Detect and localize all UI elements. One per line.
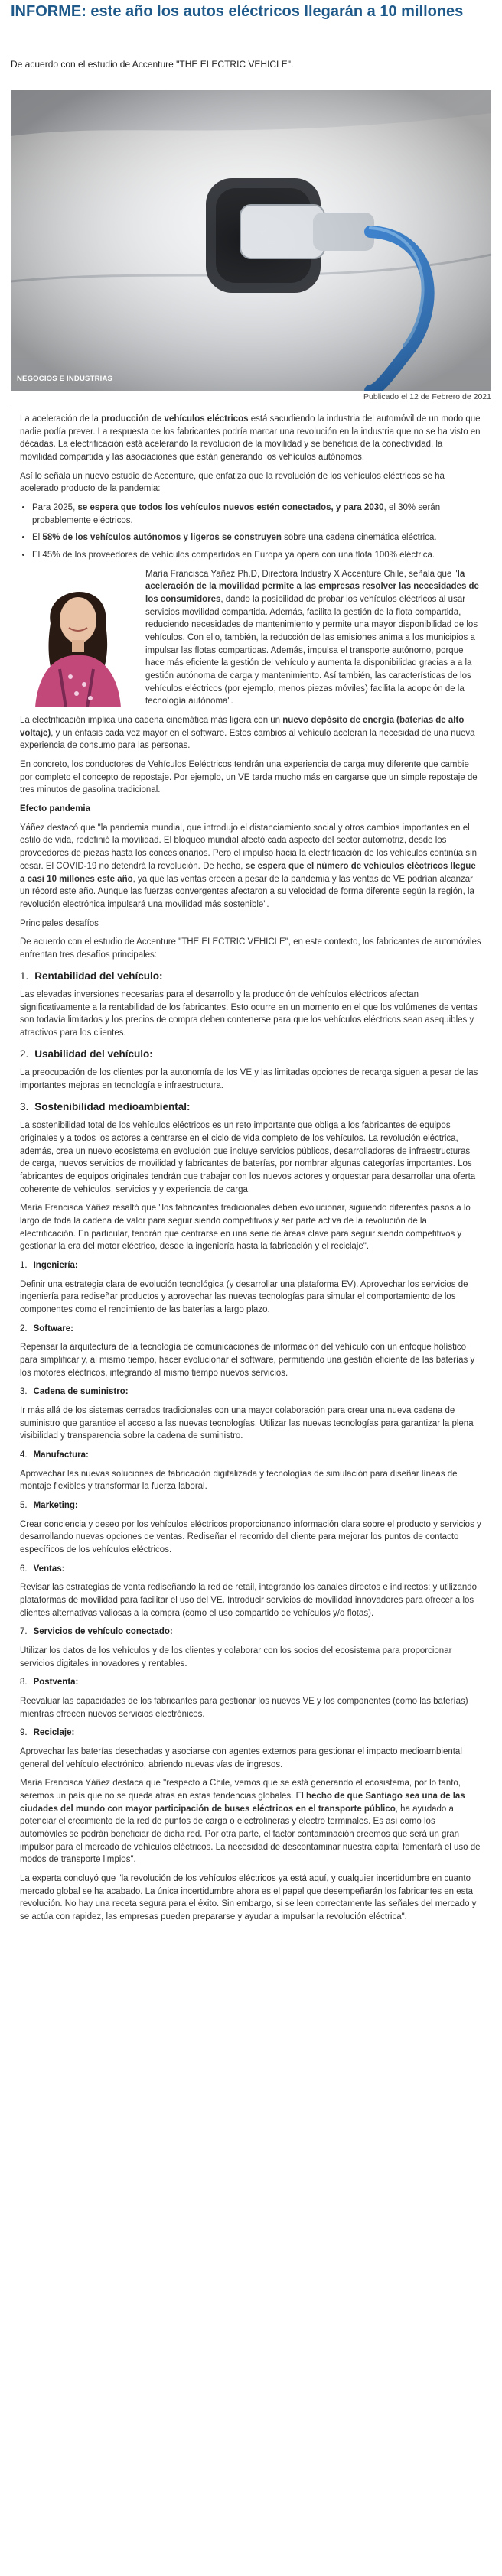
page-title: INFORME: este año los autos eléctricos llegarán a 10 millones bbox=[11, 3, 464, 20]
paragraph: Aprovechar las baterías desechadas y asociarse con agentes externos para gestionar el impacto medioambiental general del vehículo electrónico, abriendo nuevas vías de ingresos. bbox=[20, 1747, 462, 1769]
paragraph: De acuerdo con el estudio de Accenture "THE ELECTRIC VEHICLE", en este contexto, los fabricantes de automóviles enfrentan tres desafíos principales: bbox=[20, 937, 481, 960]
portrait-photo bbox=[20, 570, 135, 707]
paragraph: Aprovechar las nuevas soluciones de fabricación digitalizada y tecnologías de simulación para diseñar líneas de montaje flexibles y transformar la fuerza laboral. bbox=[20, 1469, 458, 1492]
publish-date: Publicado el 12 de Febrero de 2021 bbox=[363, 392, 491, 401]
paragraph: Definir una estrategia clara de evolución tecnológica (y desarrollar una plataforma EV). Aprovechar los servicios de ingeniería para rediseñar productos y aprovechar las nuevas tecnologías para simular el comportamiento de los componentes como el rendimiento de las baterías a largo plazo. bbox=[20, 1279, 468, 1314]
paragraph: La preocupación de los clientes por la autonomía de los VE y las limitadas opciones de recarga siguen a pesar de las importantes mejoras en tecnología e infraestructura. bbox=[20, 1068, 478, 1090]
challenge-heading: 2. Usabilidad del vehículo: bbox=[20, 1048, 153, 1060]
paragraph: Utilizar los datos de los vehículos y de los clientes y colaborar con los socios del ecosistema para proporcionar servicios digitales innovadores y rentables. bbox=[20, 1646, 452, 1668]
list-item: • Para 2025, se espera que todos los vehículos nuevos estén conectados, y para 2030, el 30% serán probablemente eléctricos. bbox=[32, 502, 482, 527]
paragraph: Ir más allá de los sistemas cerrados tradicionales con una mayor colaboración para crear una nueva cadena de suministro que garantice el acceso a las nuevas tecnologías. Utilizar las nuevas tecnologías para garantizar la plena visibilidad y transparencia sobre la cadena de suministro. bbox=[20, 1405, 474, 1441]
area-heading: 4. Manufactura: bbox=[20, 1450, 89, 1460]
woman-portrait-icon bbox=[20, 570, 135, 707]
paragraph: La experta concluyó que "la revolución de los vehículos eléctricos ya está aquí, y cualquier incertidumbre en cuanto mercado global se ha acabado. La única incertidumbre ahora es el papel que desempeñarán los fabricantes en esta revolución. No hay una receta segura para el éxito. Sin embargo, si se leen correctamente las señales del mercado y se actúa con rapidez, las empresas pueden prepararse y ayudar a impulsar la revolución eléctrica". bbox=[20, 1874, 477, 1922]
paragraph: Repensar la arquitectura de la tecnología de comunicaciones de información del vehículo con un enfoque holístico para simplificar y, al mismo tiempo, hacer evolucionar el software, permitiendo una gestión eficiente de las baterías y los motores eléctricos, integrando al mismo tiempo nuevos servicios. bbox=[20, 1343, 475, 1378]
paragraph: Revisar las estrategias de venta rediseñando la red de retail, integrando los canales directos e indirectos; y utilizando plataformas de movilidad para facilitar el uso del VE. Introducir servicios de movilidad innovadores para ofrecer a los clientes alternativas valiosas a la compra (como el uso compartido de vehículos y/o flotas). bbox=[20, 1583, 478, 1618]
area-heading: 1. Ingeniería: bbox=[20, 1260, 78, 1270]
quote-paragraph: María Francisca Yáñez destaca que "respecto a Chile, vemos que se está generando el ecosistema, por lo tanto, seremos un país que no se queda atrás en estas tendencias globales. El hecho de que Santiago sea una de las ciudades del mundo con mayor participación de buses eléctricos en el transporte público, ha ayudado a potenciar el crecimiento de la red de puntos de carga o electrolineras y electro terminales. Es así como los automóviles se podrán beneficiar de dicha red. Por otra parte, el factor contaminación creemos que será un gran impulsor para el mercado de vehículos eléctricos. La necesidad de descontaminar nuestra capital fomentará el uso de modos de transporte limpios". bbox=[20, 1779, 481, 1865]
area-heading: 2. Software: bbox=[20, 1324, 73, 1333]
area-heading: 9. Reciclaje: bbox=[20, 1728, 75, 1738]
area-heading: 3. Cadena de suministro: bbox=[20, 1387, 129, 1397]
quote-paragraph: María Francisca Yañez Ph.D, Directora Industry X Accenture Chile, señala que "la aceleración de la movilidad permite a las empresas resolver las necesidades de los consumidores, dando la posibilidad de probar los vehículos eléctricos al usar servicios movilidad compartida. Además, facilita la gestión de la flota compartida, reduciendo necesidades de mantenimiento y permite una mayor disponibilidad de los vehículos. Con ello, también, la reducción de las emisiones anima a los municipios a impulsar las flotas compartidas. Además, impulsa el transporte autónomo, porque hace más eficiente la gestión del vehículo y aumenta la disponibilidad gracias a a la gestión autónoma de carga y mantenimiento. Así también, las características de los vehículos eléctricos (por ejemplo, menos piezas móviles) facilita la adopción de la tecnología autónoma". bbox=[145, 569, 479, 707]
bullet-list bbox=[20, 502, 482, 562]
challenge-heading: 1. Rentabilidad del vehículo: bbox=[20, 970, 163, 982]
paragraph: La electrificación implica una cadena cinemática más ligera con un nuevo depósito de energía (baterías de alto voltaje), y un énfasis cada vez mayor en el software. Estos cambios al vehículo aceleran la necesidad de una nueva experiencia de consumo para las personas. bbox=[20, 716, 475, 751]
hero-image bbox=[11, 90, 491, 391]
paragraph: Las elevadas inversiones necesarias para el desarrollo y la producción de vehículos eléctricos afectan significativamente a la rentabilidad de los fabricantes. Esto ocurre en un momento en el que los volúmenes de ventas son todavía limitados y los precios de compra deben contenerse para que los vehículos eléctricos sean asequibles y atractivos para los clientes. bbox=[20, 990, 478, 1038]
section-heading: Efecto pandemia bbox=[20, 804, 91, 814]
paragraph: Así lo señala un nuevo estudio de Accenture, que enfatiza que la revolución de los vehículos eléctricos se ha acelerado producto de la pandemia: bbox=[20, 471, 445, 494]
category-label[interactable]: NEGOCIOS E INDUSTRIAS bbox=[17, 375, 113, 384]
list-item: • El 58% de los vehículos autónomos y ligeros se construyen sobre una cadena cinemática eléctrica. bbox=[32, 531, 482, 544]
challenge-heading: 3. Sostenibilidad medioambiental: bbox=[20, 1100, 191, 1113]
section-label: Principales desafíos bbox=[20, 918, 99, 928]
paragraph: La sostenibilidad total de los vehículos eléctricos es un reto importante que obliga a los fabricantes de equipos originales y a todos los actores a centrarse en el ciclo de vida completo de los vehículos. La revolución eléctrica, además, crea un nuevo ecosistema en evolución que incluye servicios públicos, desarrolladores de infraestructuras de carga, nuevos servicios de movilidad y fabricantes de baterías, por nombrar algunas categorías importantes. Los fabricantes de equipos originales tendrán que trabajar con los nuevos actores y orquestar para desarrollar una oferta coherente de vehículos, servicios y y experiencia de carga. bbox=[20, 1121, 476, 1194]
page-subtitle: De acuerdo con el estudio de Accenture "THE ELECTRIC VEHICLE". bbox=[11, 59, 294, 70]
paragraph: En concreto, los conductores de Vehículos Eeléctricos tendrán una experiencia de carga muy diferente que cambie por completo el concepto de repostaje. Por ejemplo, un VE tarda mucho más en cargarse que un simple repostaje de tres minutos de gasolina tradicional. bbox=[20, 760, 478, 795]
paragraph: Yáñez destacó que "la pandemia mundial, que introdujo el distanciamiento social y otros cambios importantes en el estilo de vida, redefinió la movilidad. El bloqueo mundial afectó cada aspecto del sector automotriz, desde los proveedores de piezas hasta los concesionarios. Pero el impulso hacia la electrificación de los vehículos continúa sin cesar. El COVID-19 no detendrá la revolución. De hecho, se espera que el número de vehículos eléctricos llegue a casi 10 millones este año, ya que las ventas crecen a pesar de la pandemia y las ventas de VE podrían alcanzar un récord este año. Aunque las fuerzas convergentes afectaron a su velocidad de forma diferente según la región, la revolución electrónica impulsará una movilidad más sostenible". bbox=[20, 823, 478, 909]
list-item: • El 45% de los proveedores de vehículos compartidos en Europa ya opera con una flota 100% eléctrica. bbox=[32, 549, 482, 562]
paragraph: Reevaluar las capacidades de los fabricantes para gestionar los nuevos VE y los componentes (como las baterías) mientras ofrecen nuevos servicios electrónicos. bbox=[20, 1697, 468, 1719]
area-heading: 7. Servicios de vehículo conectado: bbox=[20, 1627, 173, 1637]
area-heading: 8. Postventa: bbox=[20, 1678, 79, 1688]
photo-vignette bbox=[11, 90, 491, 391]
area-heading: 5. Marketing: bbox=[20, 1501, 78, 1510]
area-heading: 6. Ventas: bbox=[20, 1564, 65, 1574]
ev-charging-photo bbox=[11, 90, 491, 391]
article-body bbox=[20, 413, 482, 2569]
quote-paragraph: María Francisca Yáñez resaltó que "los fabricantes tradicionales deben evolucionar, siguiendo diferentes pasos a lo largo de toda la cadena de valor para seguir siendo competitivos y ser parte activa de la revolución de la electrificación. En particular, tendrán que centrarse en una serie de áreas clave para seguir siendo competitivos y gestionar la era del motor eléctrico, desde la ingeniería hasta la fabricación y el reciclaje". bbox=[20, 1204, 471, 1252]
paragraph: La aceleración de la producción de vehículos eléctricos está sacudiendo la industria del automóvil de un modo que nadie podía prever. La respuesta de los fabricantes podría marcar una revolución en la industria que no se ha visto en décadas. La electrificación está acelerando la revolución de la movilidad y se beneficia de la conectividad, la movilidad compartida y las asociaciones que están generando los vehículos autónomos. bbox=[20, 414, 481, 463]
paragraph: Crear conciencia y deseo por los vehículos eléctricos proporcionando información clara sobre el producto y servicios y desarrollando nuevas opciones de ventas. Rediseñar el recorrido del cliente para mejorar los puntos de contacto específicos de los vehículos eléctricos. bbox=[20, 1519, 481, 1555]
